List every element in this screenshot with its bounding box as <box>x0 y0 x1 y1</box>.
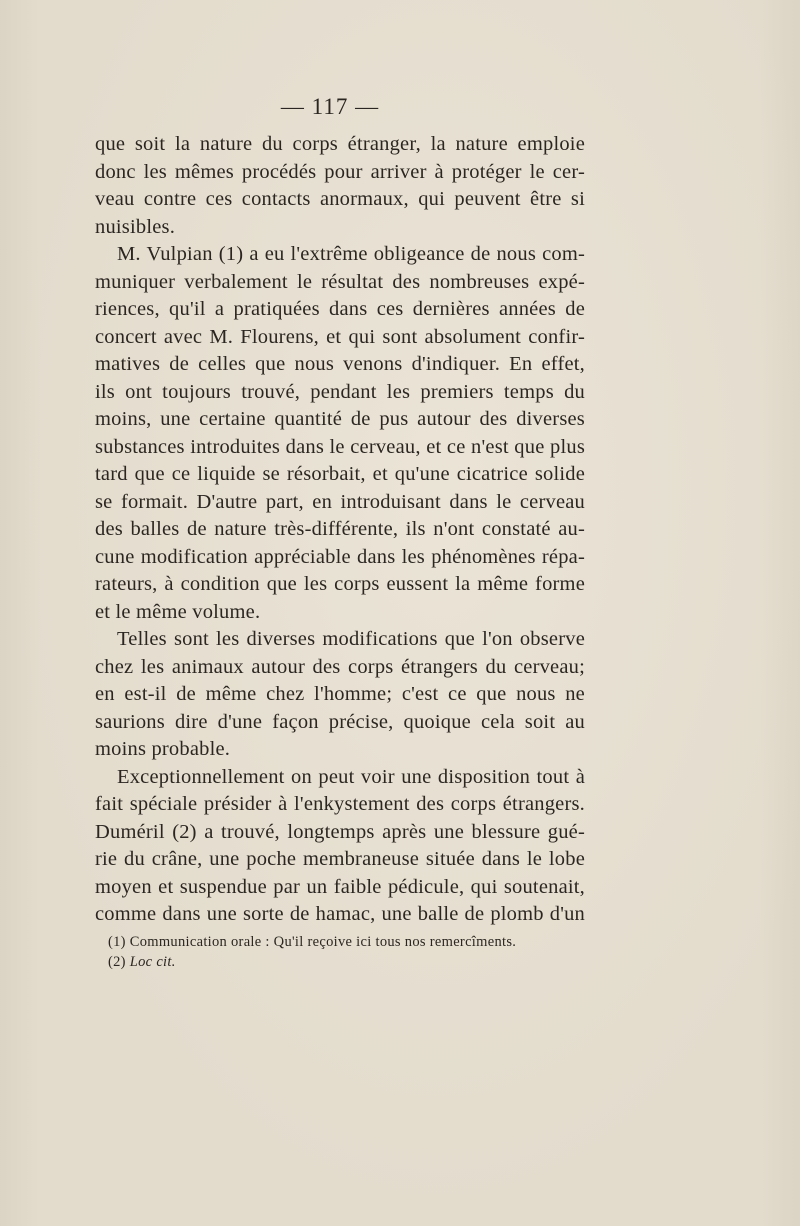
footnote <box>108 952 588 972</box>
text-line: Duméril (2) a trouvé, longtemps après une blessure gué- <box>95 820 585 843</box>
text-line: que soit la nature du corps étranger, la nature emploie <box>95 133 585 155</box>
text-line: substances introduites dans le cerveau, et ce n'est que plus <box>95 435 585 458</box>
text-line: donc les mêmes procédés pour arriver à protéger le cer- <box>95 160 585 183</box>
footnote-text: Loc cit. <box>129 954 176 970</box>
text-line: moins probable. <box>95 738 231 760</box>
text-line: M. Vulpian (1) a eu l'extrême obligeance de nous com- <box>117 243 585 265</box>
text-line: moins, une certaine quantité de pus autour des diverses <box>95 408 585 430</box>
text-line: rie du crâne, une poche membraneuse située dans le lobe <box>95 848 585 870</box>
text-line: tard que ce liquide se résorbait, et qu'une cicatrice solide <box>95 463 585 485</box>
text-line: rateurs, à condition que les corps eussent la même forme <box>95 573 585 595</box>
footnotes <box>108 932 588 972</box>
text-line: nuisibles. <box>95 215 176 238</box>
text-line: des balles de nature très-différente, ils n'ont constaté au- <box>95 518 585 540</box>
text-line: saurions dire d'une façon précise, quoique cela soit au <box>95 710 585 733</box>
text-line: chez les animaux autour des corps étrangers du cerveau; <box>95 655 585 678</box>
text-line: moyen et suspendue par un faible pédicule, qui soutenait, <box>95 875 585 898</box>
page-number: — 117 — <box>280 94 380 119</box>
text-line: cune modification appréciable dans les phénomènes répa- <box>95 545 585 568</box>
text-line: Telles sont les diverses modifications que l'on observe <box>117 628 585 650</box>
text-line: matives de celles que nous venons d'indiquer. En effet, <box>95 353 585 375</box>
footnote-marker: (2) <box>108 954 126 970</box>
text-line: comme dans une sorte de hamac, une balle de plomb d'un <box>95 903 585 925</box>
text-line: concert avec M. Flourens, et qui sont absolument confir- <box>95 325 585 348</box>
text-line: riences, qu'il a pratiquées dans ces dernières années de <box>95 298 585 320</box>
text-line: et le même volume. <box>95 600 261 623</box>
text-line: ils ont toujours trouvé, pendant les premiers temps du <box>95 380 585 403</box>
text-line: muniquer verbalement le résultat des nombreuses expé- <box>95 270 585 293</box>
footnote <box>108 932 588 952</box>
text-line: veau contre ces contacts anormaux, qui peuvent être si <box>95 188 585 210</box>
text-line: en est-il de même chez l'homme; c'est ce que nous ne <box>95 683 585 705</box>
body-text <box>95 131 585 929</box>
footnote-text: Communication orale : Qu'il reçoive ici tous nos remercîments. <box>129 934 517 950</box>
text-line: Exceptionnellement on peut voir une disposition tout à <box>117 765 585 788</box>
footnote-marker: (1) <box>108 934 126 950</box>
text-line: se formait. D'autre part, en introduisant dans le cerveau <box>95 490 585 513</box>
text-line: fait spéciale présider à l'enkystement des corps étrangers. <box>95 793 585 815</box>
